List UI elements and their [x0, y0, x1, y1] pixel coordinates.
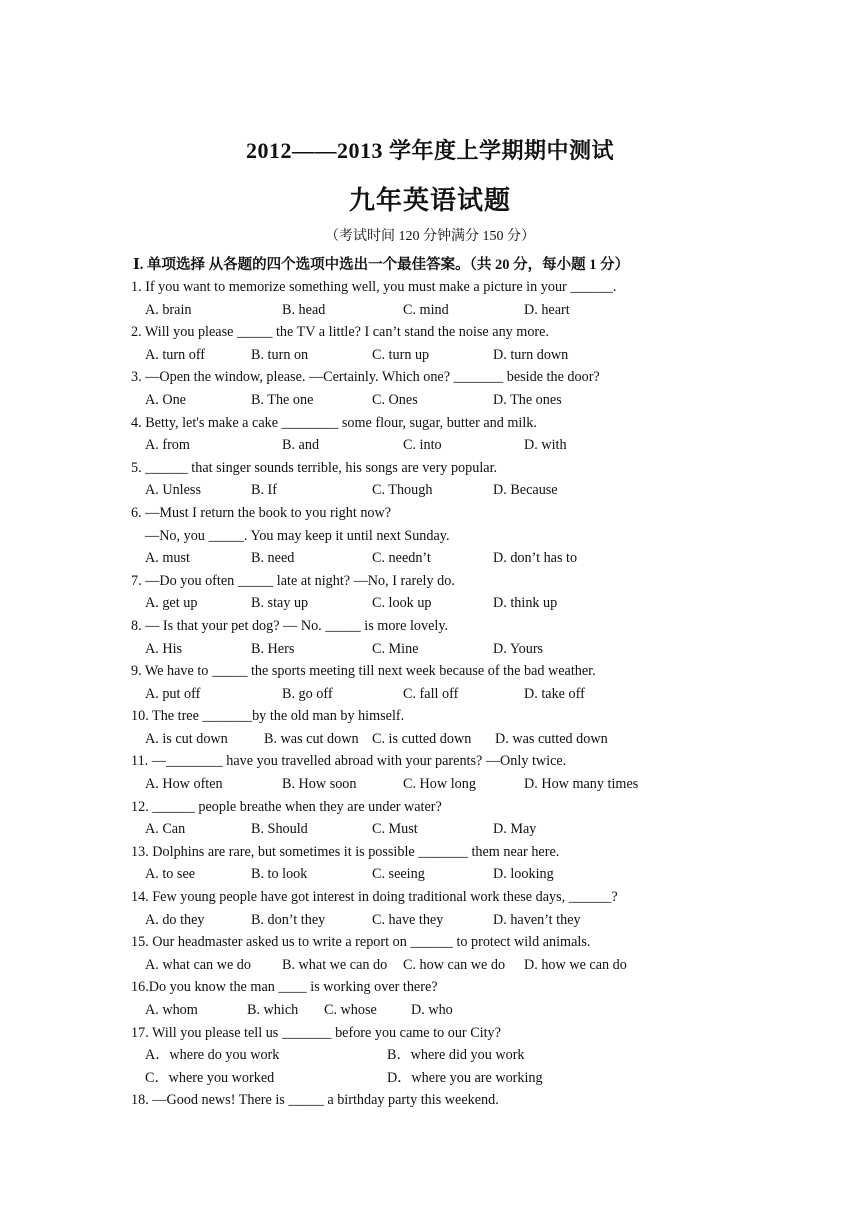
question-stem: —No, you _____. You may keep it until next Sunday. [145, 527, 450, 544]
answer-option: A. get up [145, 595, 198, 612]
answer-options [131, 1067, 751, 1090]
answer-option: C. mind [403, 301, 449, 318]
question-stem: 2. Will you please _____ the TV a little? I can’t stand the noise any more. [131, 324, 549, 341]
answer-option: D. turn down [493, 346, 569, 363]
answer-option: D. think up [493, 595, 558, 612]
question-stem: 10. The tree _______by the old man by himself. [131, 708, 405, 725]
answer-option: B. what we can do [282, 956, 388, 973]
question-stem: 6. —Must I return the book to you right now? [131, 504, 392, 521]
question-stem: 5. ______ that singer sounds terrible, his songs are very popular. [131, 459, 498, 476]
answer-option: D. heart [524, 301, 570, 318]
question-stem: 16.Do you know the man ____ is working over there? [131, 979, 438, 996]
answer-option: B. go off [282, 685, 333, 702]
answer-option: D. who [411, 1002, 453, 1018]
answer-option: D. take off [524, 685, 585, 702]
answer-option: C. into [403, 437, 442, 454]
answer-option: C. is cutted down [372, 730, 472, 747]
answer-options [131, 863, 751, 886]
answer-options [131, 1044, 751, 1067]
answer-option: B. stay up [251, 595, 309, 612]
answer-option: A. put off [145, 685, 201, 702]
answer-option: D. May [493, 821, 537, 838]
section-heading: Ⅰ. 单项选择 从各题的四个选项中选出一个最佳答案。（共 20 分，每小题 1 分） [133, 257, 630, 273]
question-stem: 17. Will you please tell us _______ before you came to our City? [131, 1024, 501, 1041]
answer-option: C. have they [372, 911, 444, 928]
answer-option: B. to look [251, 866, 308, 883]
answer-option: D. The ones [493, 391, 562, 408]
answer-option: C. look up [372, 595, 432, 612]
answer-options [131, 299, 751, 322]
answer-option: B. If [251, 482, 278, 499]
answer-option: D. don’t has to [493, 550, 578, 567]
answer-option: C. how can we do [403, 956, 506, 973]
answer-options [131, 999, 751, 1022]
answer-option: D. how we can do [524, 956, 627, 973]
question-stem: 7. —Do you often _____ late at night? —No, I rarely do. [131, 572, 455, 589]
question-stem: 15. Our headmaster asked us to write a report on ______ to protect wild animals. [131, 934, 591, 951]
answer-option: A. from [145, 437, 190, 454]
answer-options [131, 638, 751, 661]
answer-option: A. His [145, 640, 183, 657]
answer-option: A. Unless [145, 482, 201, 499]
answer-options [131, 818, 751, 841]
answer-option: A. to see [145, 866, 196, 883]
answer-option: C. needn’t [372, 550, 431, 567]
answer-options [131, 728, 751, 751]
question-stem: 11. —________ have you travelled abroad with your parents? —Only twice. [131, 753, 567, 770]
answer-options [131, 479, 751, 502]
answer-options [131, 389, 751, 412]
answer-option: A. brain [145, 301, 192, 318]
question-stem: 4. Betty, let's make a cake ________ some flour, sugar, butter and milk. [131, 414, 537, 431]
answer-option: A. is cut down [145, 730, 228, 747]
answer-option: A. How often [145, 776, 223, 793]
answer-option: B. How soon [282, 776, 357, 793]
answer-option: B. Should [251, 821, 308, 838]
answer-option: B. The one [251, 391, 314, 408]
answer-options [131, 434, 751, 457]
answer-option: A. Can [145, 821, 186, 838]
answer-option: A. do they [145, 911, 205, 928]
answer-option: A. what can we do [145, 956, 251, 973]
answer-option: B. was cut down [264, 730, 359, 747]
answer-option: D．where you are working [387, 1069, 543, 1086]
question-stem: 18. —Good news! There is _____ a birthday party this weekend. [131, 1092, 499, 1109]
answer-option: D. was cutted down [495, 730, 608, 747]
answer-option: D. How many times [524, 776, 639, 793]
answer-options [131, 954, 751, 977]
question-stem: 14. Few young people have got interest in doing traditional work these days, ______? [131, 889, 618, 906]
answer-option: B. which [247, 1002, 299, 1018]
answer-option: C. Mine [372, 640, 419, 657]
answer-option: B．where did you work [387, 1047, 525, 1064]
question-stem: 8. — Is that your pet dog? — No. _____ is more lovely. [131, 617, 449, 634]
answer-option: A. One [145, 391, 186, 408]
question-stem: 9. We have to _____ the sports meeting till next week because of the bad weather. [131, 663, 596, 680]
answer-option: A．where do you work [145, 1047, 280, 1064]
answer-option: B. turn on [251, 346, 309, 363]
answer-option: D. Yours [493, 640, 544, 657]
answer-option: C. Ones [372, 391, 418, 408]
answer-option: C. How long [403, 776, 476, 793]
answer-option: C. whose [324, 1002, 377, 1018]
answer-option: C. seeing [372, 866, 425, 883]
question-stem: 3. —Open the window, please. —Certainly. Which one? _______ beside the door? [131, 369, 600, 386]
answer-option: C. fall off [403, 685, 459, 702]
question-stem: 12. ______ people breathe when they are under water? [131, 798, 442, 815]
answer-option: C. turn up [372, 346, 430, 363]
question-list [131, 276, 751, 1112]
answer-option: C. Though [372, 482, 433, 499]
question-stem: 1. If you want to memorize something well, you must make a picture in your ______. [131, 279, 617, 295]
answer-options [131, 592, 751, 615]
answer-option: B. head [282, 301, 326, 318]
answer-option: B. Hers [251, 640, 295, 657]
answer-options [131, 909, 751, 932]
answer-option: D. Because [493, 482, 558, 499]
answer-option: D. with [524, 437, 567, 454]
exam-subject-title: 九年英语试题 [348, 186, 511, 215]
exam-title: 2012——2013 学年度上学期期中测试 [245, 138, 614, 163]
answer-option: D. haven’t they [493, 911, 581, 928]
question-stem: 13. Dolphins are rare, but sometimes it is possible _______ them near here. [131, 843, 560, 860]
answer-options [131, 683, 751, 706]
answer-option: A. turn off [145, 346, 206, 363]
answer-option: D. looking [493, 866, 554, 883]
answer-option: C．where you worked [145, 1069, 275, 1086]
answer-option: B. don’t they [251, 911, 326, 928]
answer-option: B. need [251, 550, 295, 567]
answer-options [131, 344, 751, 367]
answer-option: C. Must [372, 821, 418, 838]
answer-option: A. whom [145, 1002, 198, 1018]
answer-option: A. must [145, 550, 190, 567]
answer-options [131, 773, 751, 796]
exam-time-note: （考试时间 120 分钟满分 150 分） [325, 229, 535, 244]
answer-options [131, 547, 751, 570]
answer-option: B. and [282, 437, 320, 454]
